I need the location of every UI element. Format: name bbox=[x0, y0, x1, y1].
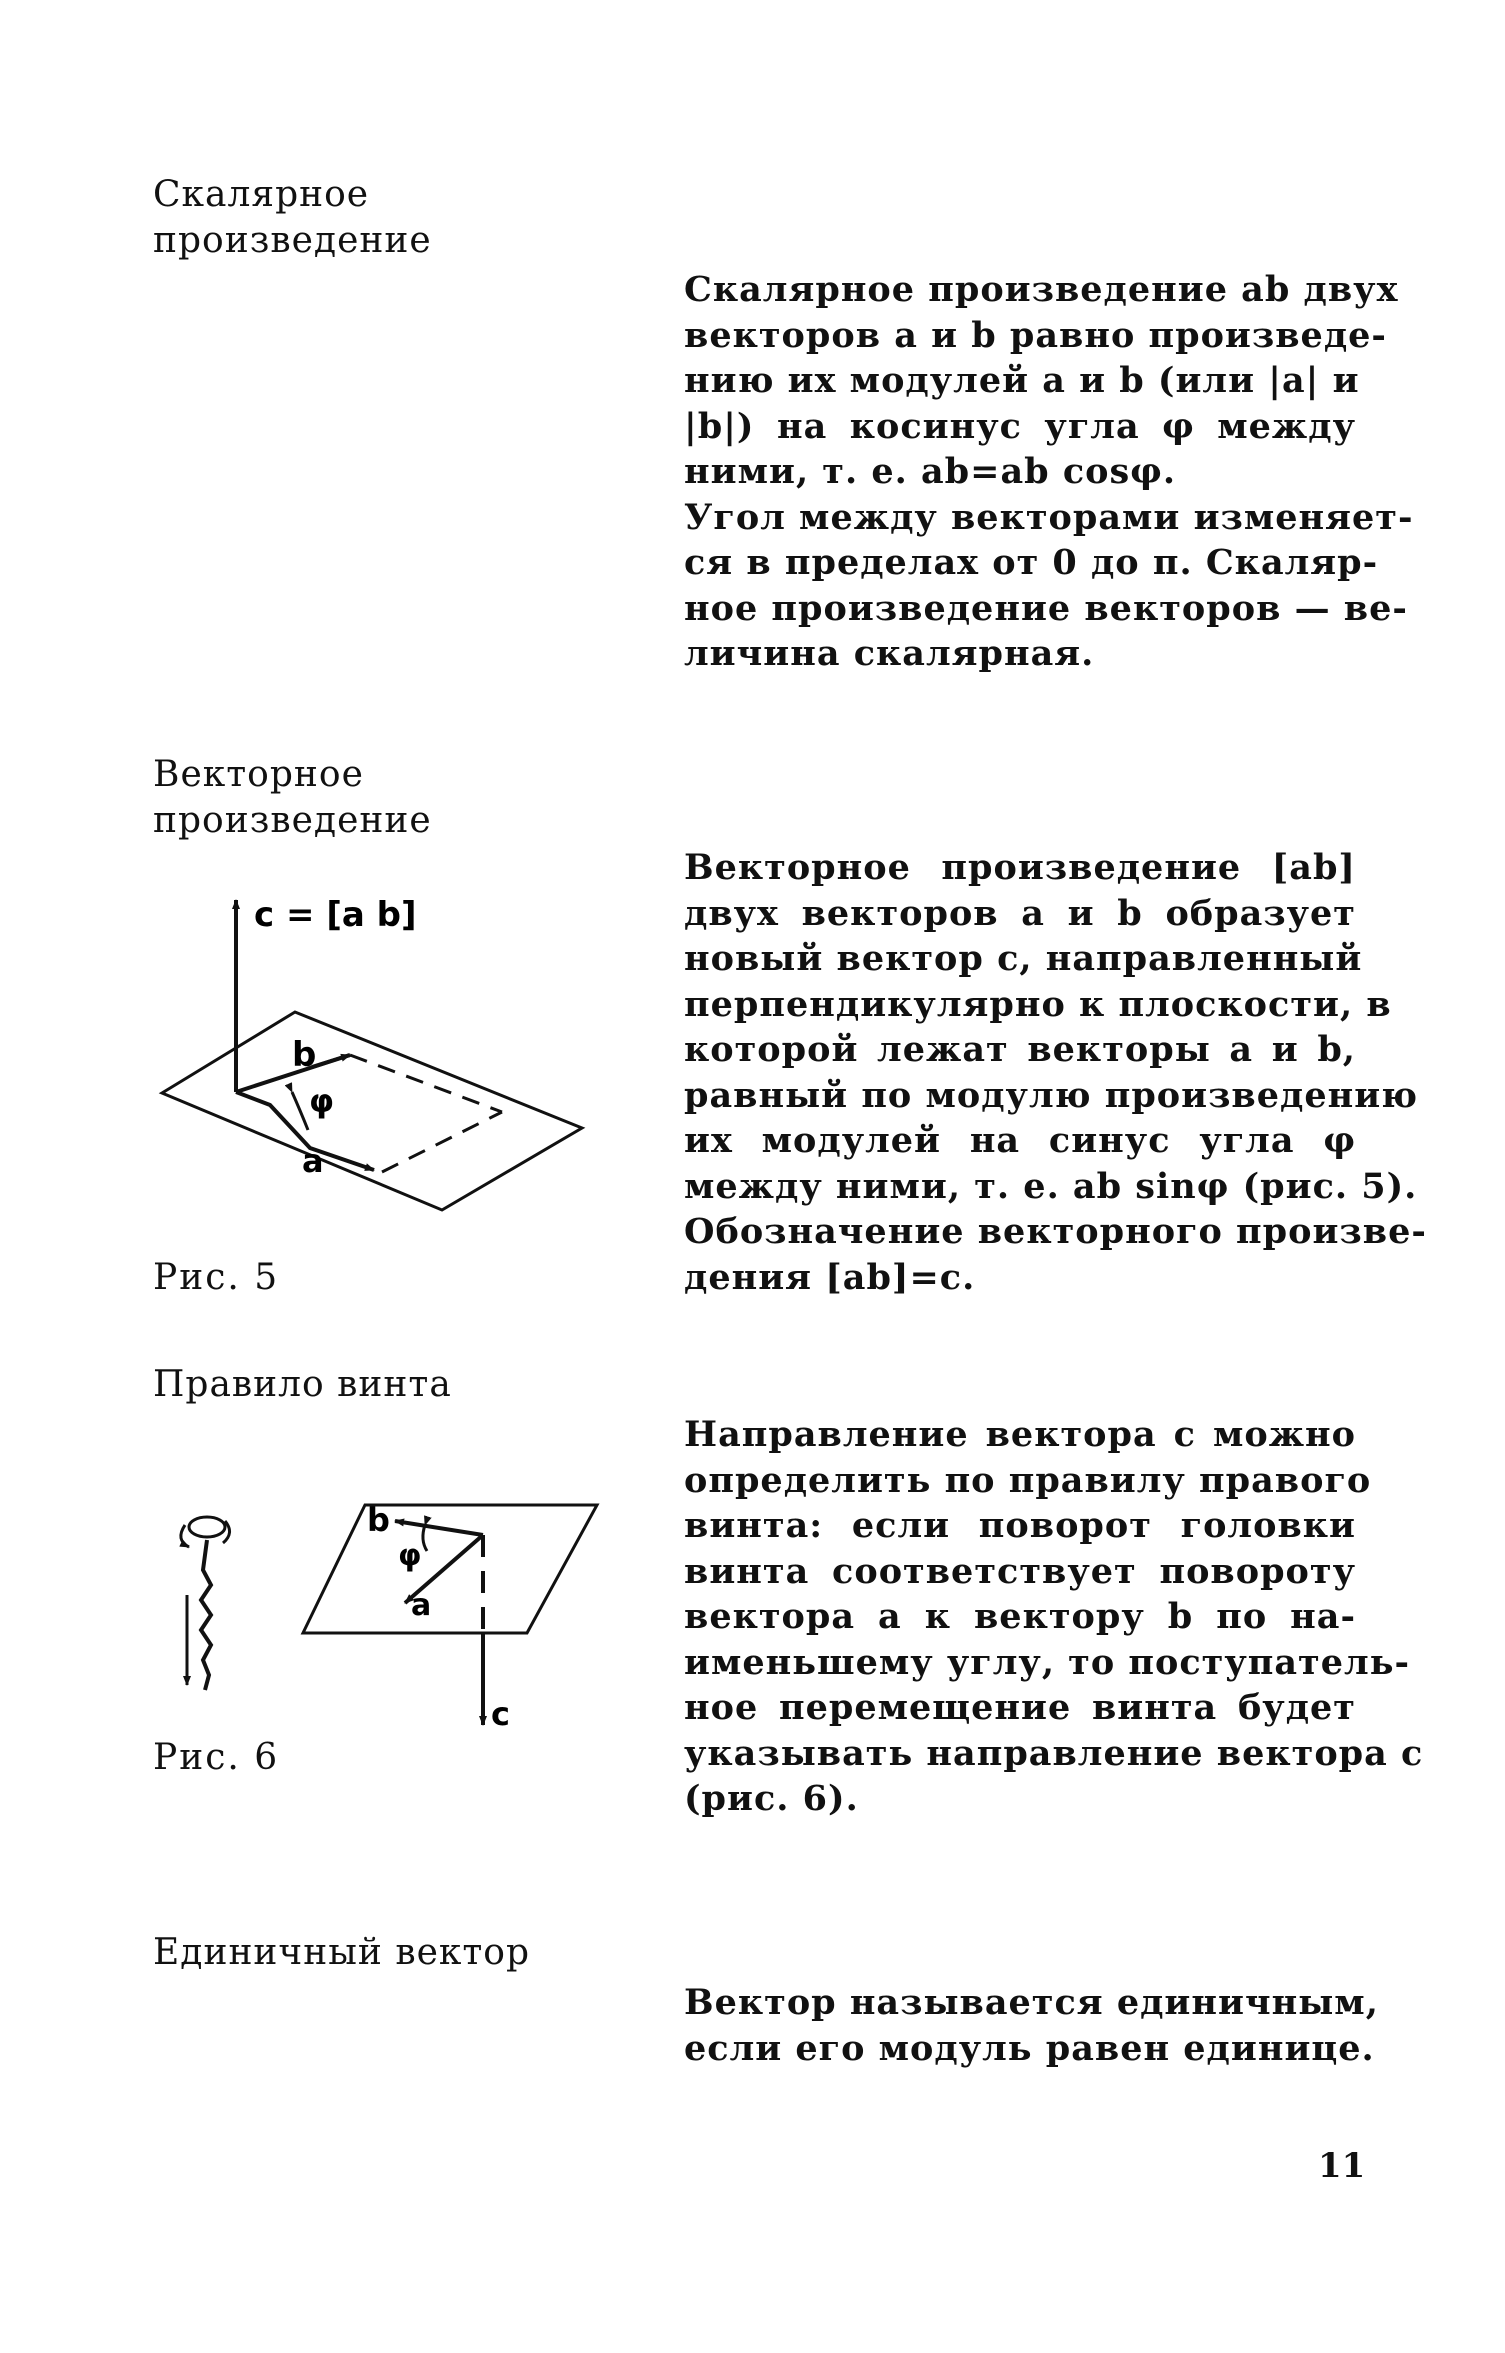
figure-6-caption: Рис. 6 bbox=[153, 1737, 280, 1778]
heading-line: Правило винта bbox=[153, 1364, 452, 1405]
screw-icon bbox=[181, 1517, 230, 1690]
text-line: ся в пределах от 0 до π. Скаляр- bbox=[684, 542, 1379, 583]
text-line: ними, т. е. ab=ab cosφ. bbox=[684, 451, 1177, 492]
heading-line: произведение bbox=[153, 800, 432, 841]
angle-phi-arc bbox=[423, 1525, 427, 1551]
page-number: 11 bbox=[1318, 2146, 1366, 2186]
text-line: Направление вектора c можно bbox=[684, 1414, 1356, 1455]
text-line: ное перемещение винта будет bbox=[684, 1687, 1356, 1728]
heading-screw-rule bbox=[153, 1362, 573, 1408]
angle-phi-arc bbox=[292, 1092, 308, 1130]
text-line: равный по модулю произведению bbox=[684, 1074, 1419, 1116]
text-line: их модулей на синус угла φ bbox=[684, 1120, 1356, 1161]
paragraph-scalar-product bbox=[684, 267, 1414, 677]
label-a: a bbox=[302, 1142, 324, 1180]
formula-label: c = [a b] bbox=[254, 895, 417, 935]
text-line: векторов a и b равно произведе- bbox=[684, 314, 1387, 356]
text-line: винта соответствует повороту bbox=[684, 1550, 1356, 1592]
text-line: если его модуль равен единице. bbox=[684, 2027, 1375, 2069]
vector-b-arrow bbox=[395, 1521, 483, 1535]
text-line: личина скалярная. bbox=[684, 633, 1095, 674]
text-line: между ними, т. е. ab sinφ (рис. 5). bbox=[684, 1165, 1418, 1207]
heading-vector-product bbox=[153, 752, 573, 844]
text-line: |b|) на косинус угла φ между bbox=[684, 405, 1356, 447]
vector-b-head bbox=[312, 1055, 350, 1067]
text-line: Угол между векторами изменяет- bbox=[684, 496, 1414, 538]
text-line: указывать направление вектора c bbox=[684, 1732, 1424, 1774]
paragraph-vector-product bbox=[684, 845, 1427, 1300]
plane-parallelogram bbox=[303, 1505, 597, 1633]
heading-scalar-product bbox=[153, 172, 573, 264]
heading-line: Единичный вектор bbox=[153, 1932, 531, 1973]
figure-6-diagram bbox=[155, 1485, 605, 1745]
text-line: Скалярное произведение ab двух bbox=[684, 269, 1399, 310]
text-line: определить по правилу правого bbox=[684, 1459, 1372, 1501]
text-line: именьшему углу, то поступатель- bbox=[684, 1641, 1410, 1683]
text-line: (рис. 6). bbox=[684, 1778, 859, 1819]
text-line: ное произведение векторов — ве- bbox=[684, 587, 1408, 629]
label-a: a bbox=[411, 1588, 432, 1623]
text-line: Векторное произведение [ab] bbox=[684, 847, 1356, 888]
text-line: новый вектор c, направленный bbox=[684, 938, 1363, 979]
heading-line: Векторное bbox=[153, 754, 364, 795]
label-c: c bbox=[491, 1695, 510, 1733]
text-line: двух векторов a и b образует bbox=[684, 892, 1356, 934]
text-line: нию их модулей a и b (или |a| и bbox=[684, 360, 1360, 401]
heading-line: Скалярное bbox=[153, 174, 370, 215]
text-line: Обозначение векторного произве- bbox=[684, 1211, 1427, 1252]
text-line: Вектор называется единичным, bbox=[684, 1982, 1379, 2023]
paragraph-unit-vector bbox=[684, 1980, 1379, 2071]
text-line: дения [ab]=c. bbox=[684, 1256, 976, 1298]
plane-parallelogram bbox=[162, 1012, 582, 1210]
dashed-edge-bottom bbox=[382, 1112, 502, 1172]
text-line: вектора a к вектору b по на- bbox=[684, 1596, 1356, 1637]
figure-5-diagram bbox=[150, 880, 600, 1210]
text-line: которой лежат векторы a и b, bbox=[684, 1029, 1356, 1070]
label-b: b bbox=[367, 1501, 390, 1539]
label-b: b bbox=[292, 1035, 317, 1075]
paragraph-screw-rule bbox=[684, 1412, 1424, 1822]
label-phi: φ bbox=[309, 1082, 335, 1120]
text-line: перпендикулярно к плоскости, в bbox=[684, 983, 1392, 1025]
heading-line: произведение bbox=[153, 220, 432, 261]
figure-5-caption: Рис. 5 bbox=[153, 1257, 280, 1298]
heading-unit-vector bbox=[153, 1930, 573, 1976]
label-phi: φ bbox=[398, 1538, 422, 1573]
text-line: винта: если поворот головки bbox=[684, 1505, 1356, 1546]
